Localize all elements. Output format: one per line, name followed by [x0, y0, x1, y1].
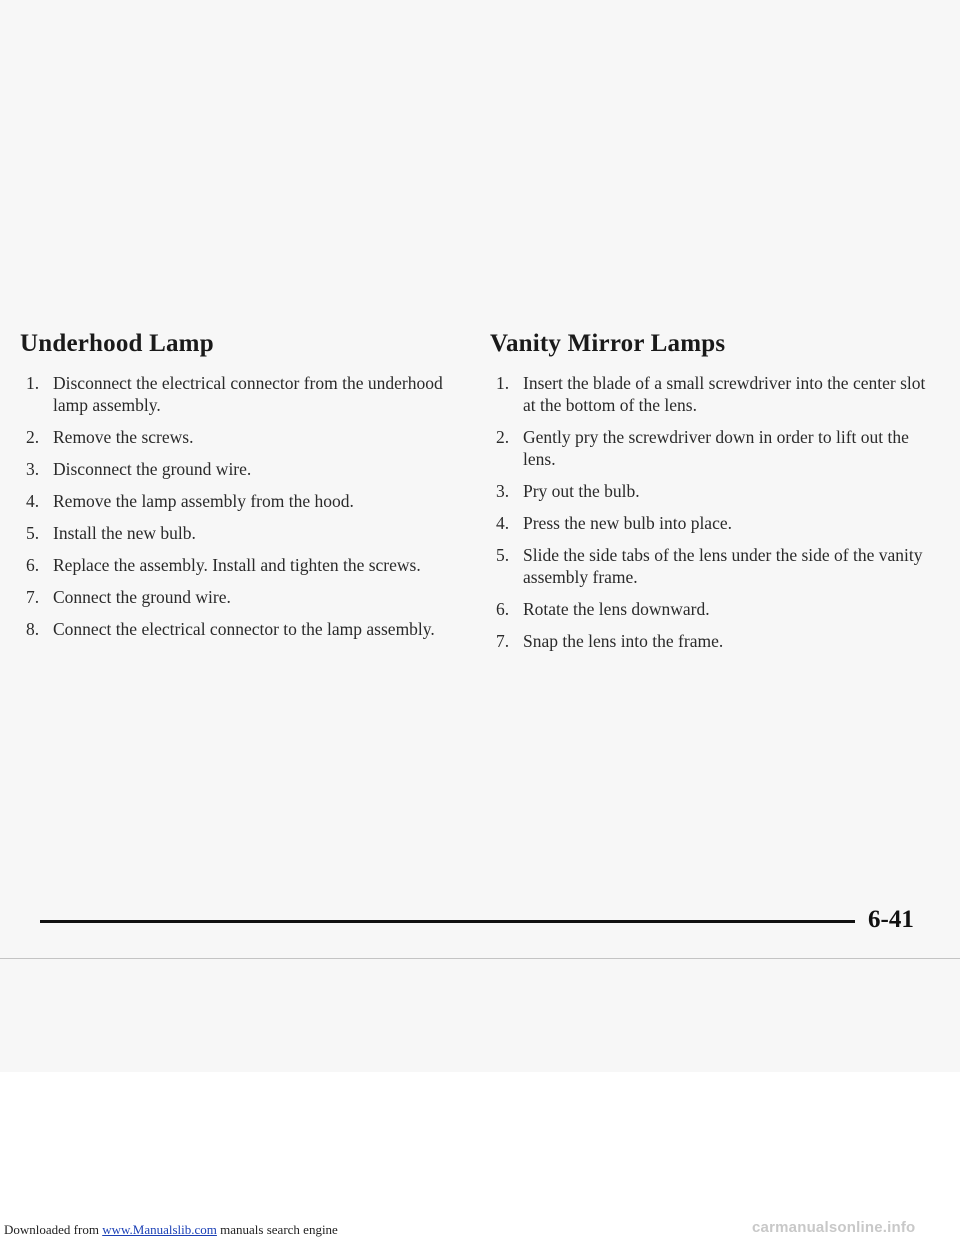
list-item — [20, 522, 460, 544]
step-number: 3. — [496, 481, 510, 501]
step-number: 8. — [26, 619, 40, 639]
step-text: Disconnect the electrical connector from the underhood lamp assembly. — [53, 373, 443, 415]
step-text: Replace the assembly. Install and tighten the screws. — [53, 555, 421, 575]
page-number: 6-41 — [868, 906, 914, 933]
step-number: 2. — [496, 427, 510, 447]
step-text: Remove the screws. — [53, 427, 194, 447]
vanity-mirror-lamps-section — [490, 330, 930, 662]
list-item — [20, 490, 460, 512]
step-list — [490, 372, 930, 652]
step-number: 6. — [26, 555, 40, 575]
section-title: Vanity Mirror Lamps — [490, 330, 726, 357]
step-text: Connect the ground wire. — [53, 587, 231, 607]
download-credit — [4, 1222, 338, 1238]
credit-suffix: manuals search engine — [216, 1222, 338, 1237]
step-number: 5. — [496, 545, 510, 565]
underhood-lamp-section — [20, 330, 460, 650]
list-item — [20, 586, 460, 608]
list-item — [20, 426, 460, 448]
step-text: Insert the blade of a small screwdriver into the center slot at the bottom of the lens. — [523, 373, 926, 415]
list-item — [20, 458, 460, 480]
step-list — [20, 372, 460, 640]
list-item — [490, 372, 930, 416]
list-item — [20, 372, 460, 416]
section-title: Underhood Lamp — [20, 330, 214, 357]
step-text: Disconnect the ground wire. — [53, 459, 252, 479]
step-text: Snap the lens into the frame. — [523, 631, 724, 651]
step-text: Remove the lamp assembly from the hood. — [53, 491, 354, 511]
footer-divider — [40, 920, 855, 923]
list-item — [20, 618, 460, 640]
manualslib-link[interactable]: www.Manualslib.com — [102, 1222, 217, 1237]
step-number: 7. — [26, 587, 40, 607]
list-item — [490, 480, 930, 502]
step-number: 1. — [496, 373, 510, 393]
list-item — [490, 598, 930, 620]
step-text: Connect the electrical connector to the lamp assembly. — [53, 619, 435, 639]
step-number: 3. — [26, 459, 40, 479]
list-item — [490, 630, 930, 652]
scan-artifact-line — [0, 958, 960, 959]
step-number: 2. — [26, 427, 40, 447]
step-text: Gently pry the screwdriver down in order to lift out the lens. — [523, 427, 909, 469]
step-text: Rotate the lens downward. — [523, 599, 710, 619]
step-text: Install the new bulb. — [53, 523, 196, 543]
credit-prefix: Downloaded from — [4, 1222, 103, 1237]
step-text: Slide the side tabs of the lens under the side of the vanity assembly frame. — [523, 545, 923, 587]
list-item — [490, 544, 930, 588]
step-number: 4. — [26, 491, 40, 511]
step-number: 6. — [496, 599, 510, 619]
step-number: 5. — [26, 523, 40, 543]
step-number: 4. — [496, 513, 510, 533]
watermark: carmanualsonline.info — [752, 1219, 916, 1236]
step-text: Pry out the bulb. — [523, 481, 640, 501]
list-item — [490, 426, 930, 470]
list-item — [490, 512, 930, 534]
step-text: Press the new bulb into place. — [523, 513, 732, 533]
step-number: 7. — [496, 631, 510, 651]
step-number: 1. — [26, 373, 40, 393]
list-item — [20, 554, 460, 576]
